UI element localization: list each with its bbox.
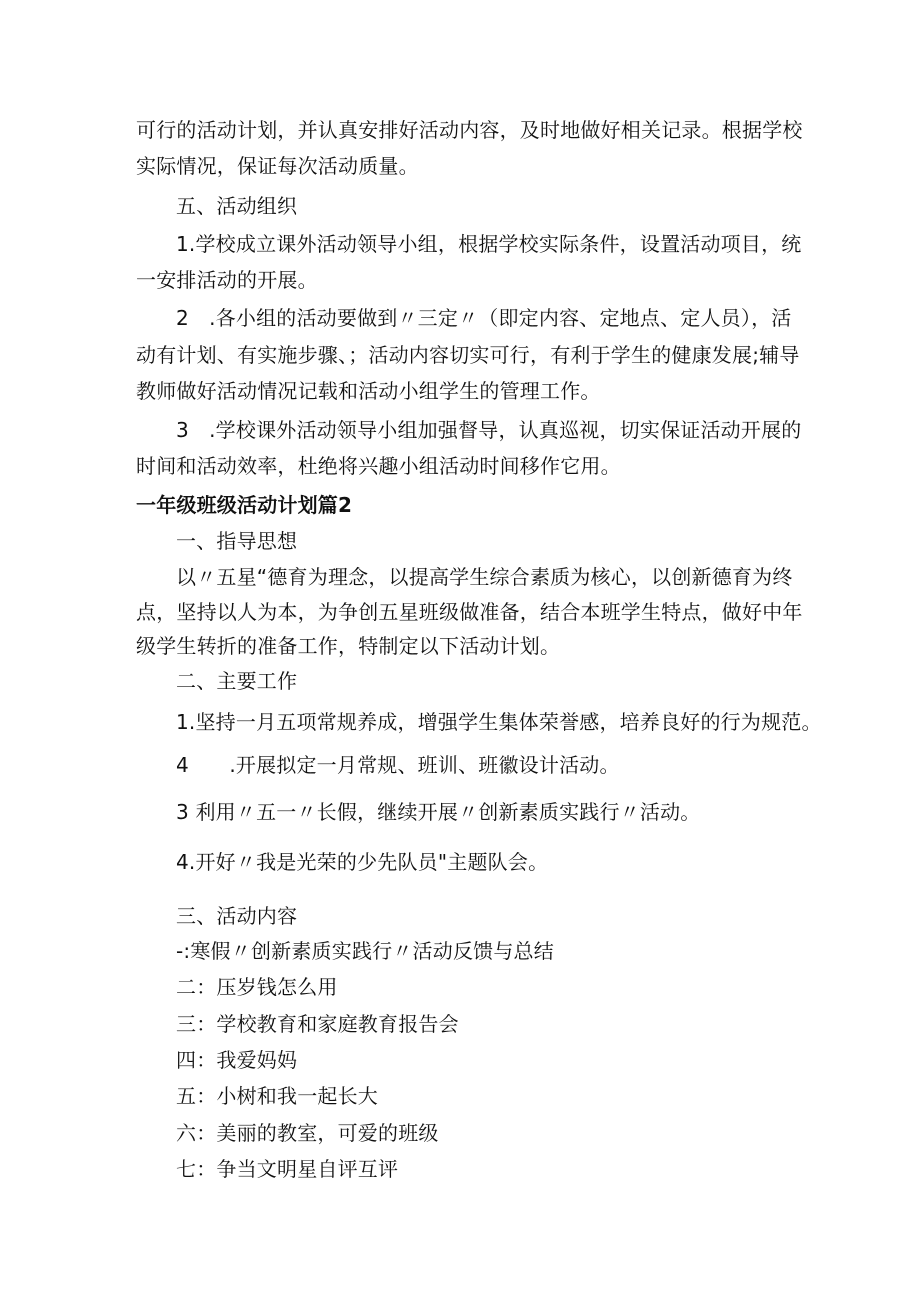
section-heading: 一、指导思想: [176, 529, 298, 553]
paragraph-line: 1.学校成立课外活动领导小组，根据学校实际条件，设置活动项目，统: [176, 232, 802, 256]
paragraph-line: 2 .各小组的活动要做到〃三定〃（即定内容、定地点、定人员），活: [176, 306, 792, 330]
section-heading: 三、活动内容: [176, 904, 298, 928]
paragraph-line: 可行的活动计划，并认真安排好活动内容，及时地做好相关记录。根据学校: [136, 118, 803, 142]
paragraph-line: 点，坚持以人为本，为争创五星班级做准备，结合本班学生特点，做好中年: [136, 600, 803, 624]
paragraph-line: 3 .学校课外活动领导小组加强督导，认真巡视，切实保证活动开展的: [176, 418, 802, 442]
paragraph-line: 以〃五星“德育为理念，以提高学生综合素质为核心，以创新德育为终: [176, 565, 793, 589]
section-heading: 二、主要工作: [176, 669, 298, 693]
list-item: -:寒假〃创新素质实践行〃活动反馈与总结: [176, 939, 554, 963]
section-heading: 五、活动组织: [176, 194, 298, 218]
paragraph-line: 实际情况，保证每次活动质量。: [136, 154, 419, 178]
paragraph-line: 级学生转折的准备工作，特制定以下活动计划。: [136, 634, 561, 658]
list-item: 1.坚持一月五项常规养成，增强学生集体荣誉感，培养良好的行为规范。: [176, 710, 822, 734]
list-item: 四：我爱妈妈: [176, 1048, 298, 1072]
list-item: 七：争当文明星自评互评: [176, 1157, 399, 1181]
list-item: 五：小树和我一起长大: [176, 1084, 378, 1108]
article-title: 一年级班级活动计划篇2: [136, 493, 353, 517]
list-item: 4 .开展拟定一月常规、班训、班徽设计活动。: [176, 753, 620, 777]
paragraph-line: 动有计划、有实施步骤、；活动内容切实可行，有利于学生的健康发展;辅导: [136, 343, 800, 367]
paragraph-line: 时间和活动效率，杜绝将兴趣小组活动时间移作它用。: [136, 454, 621, 478]
paragraph-line: 教师做好活动情况记载和活动小组学生的管理工作。: [136, 379, 601, 403]
list-item: 三：学校教育和家庭教育报告会: [176, 1012, 459, 1036]
paragraph-line: 一安排活动的开展。: [136, 268, 318, 292]
list-item: 二：压岁钱怎么用: [176, 975, 338, 999]
list-item: 3 利用〃五一〃长假，继续开展〃创新素质实践行〃活动。: [176, 800, 701, 824]
list-item: 4.开好〃我是光荣的少先队员"主题队会。: [176, 850, 549, 874]
list-item: 六：美丽的教室，可爱的班级: [176, 1121, 439, 1145]
